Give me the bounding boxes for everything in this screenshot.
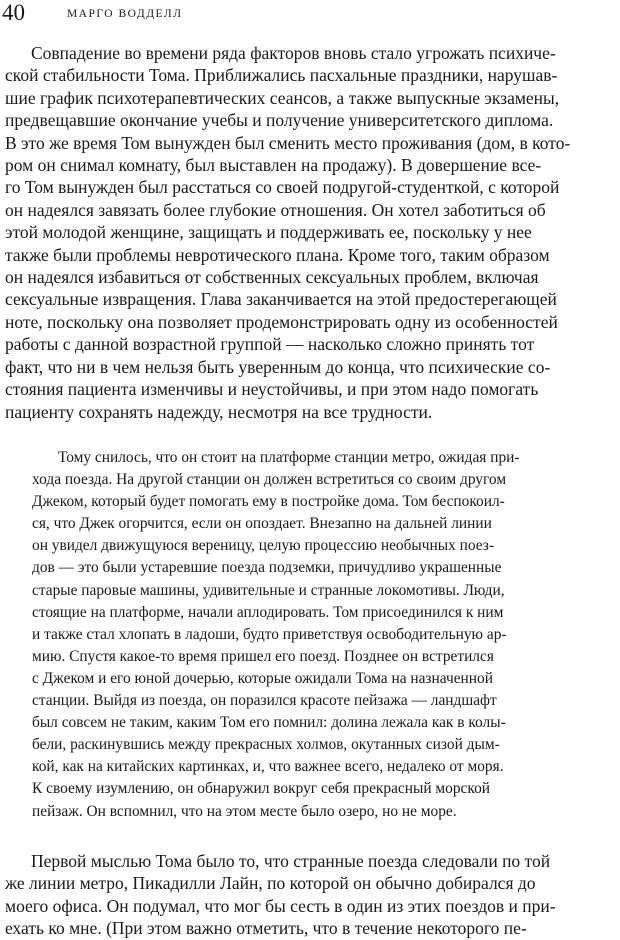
text-line: ноте, поскольку она позволяет продемонстрировать одну из особенностей (5, 311, 558, 332)
text-line: дов — это были устаревшие поезда подземки, причудливо украшенные (32, 559, 502, 577)
text-line: с Джеком и его юной дочерью, которые ожидали Тома на назначенной (32, 669, 493, 687)
text-line: работы с данной возрастной группой — насколько сложно принять тот (5, 334, 535, 355)
text-line: этой молодой женщине, защищать и поддерживать ее, поскольку у нее (5, 222, 532, 243)
text-line: факт, что ни в чем нельзя быть уверенным до конца, что психические со- (5, 356, 551, 377)
text-line: он надеялся завязать более глубокие отношения. Он хотел заботиться об (5, 199, 546, 220)
page-number: 40 (2, 0, 25, 25)
text-line: кой, как на китайских картинках, и, что важнее всего, недалеко от моря. (32, 758, 504, 776)
text-line: и также стал хлопать в ладоши, будто приветствуя освободительную ар- (32, 625, 507, 643)
text-line: он надеялся избавиться от собственных сексуальных проблем, включая (5, 267, 539, 288)
text-line: станции. Выйдя из поезда, он поразился красоте пейзажа — ландшафт (32, 692, 497, 710)
body-paragraph-2 (5, 850, 605, 940)
text-line: сексуальные извращения. Глава заканчивается на этой предостерегающей (5, 289, 557, 310)
text-line: был совсем не таким, каким Том его помнил: долина лежала как в колы- (32, 714, 506, 732)
text-line: старые паровые машины, удивительные и странные локомотивы. Люди, (32, 581, 505, 599)
text-line: стояния пациента изменчивы и неустойчивы, и при этом надо помогать (5, 379, 539, 400)
text-line: го Том вынужден был расстаться со своей подругой-студенткой, с которой (5, 177, 560, 198)
text-line: бели, раскинувшись между прекрасных холмов, окутанных сизой дым- (32, 736, 500, 754)
text-line: пациенту сохранять надежду, несмотря на все трудности. (5, 401, 433, 422)
text-line: шие график психотерапевтических сеансов, а также выпускные экзамены, (5, 87, 560, 108)
body-paragraph-1 (5, 42, 605, 423)
text-line: предвещавшие окончание учебы и получение университетского диплома. (5, 110, 554, 131)
text-line: Совпадение во времени ряда факторов вновь стало угрожать психиче- (31, 43, 556, 63)
text-line: Первой мыслью Тома было то, что странные поезда следовали по той (31, 851, 551, 871)
text-line: Джеком, который будет помогать ему в постройке дома. Том беспокоил- (32, 493, 505, 511)
text-line: ся, что Джек огорчится, если он опоздает. Внезапно на дальней линии (32, 515, 492, 533)
text-line: стоящие на платформе, начали аплодировать. Том присоединился к ним (32, 603, 504, 621)
text-line: ской стабильности Тома. Приближались пасхальные праздники, нарушав- (5, 65, 558, 86)
text-line: мию. Спустя какое-то время пришел его поезд. Позднее он встретился (32, 647, 494, 665)
text-line: ехать ко мне. (При этом важно отметить, что в течение некоторого пе- (5, 918, 527, 939)
text-line: В это же время Том вынужден был сменить место проживания (дом, в кото- (5, 132, 571, 153)
text-line: также были проблемы невротического плана. Кроме того, таким образом (5, 244, 550, 265)
text-line: пейзаж. Он вспомнил, что на этом месте было озеро, но не море. (32, 802, 457, 820)
text-line: К своему изумлению, он обнаружил вокруг себя прекрасный морской (32, 780, 491, 798)
running-head-author: МАРГО ВОДДЕЛЛ (67, 8, 183, 20)
text-line: же линии метро, Пикадилли Лайн, по которой он обычно добирался до (5, 873, 536, 894)
text-line: моего офиса. Он подумал, что мог бы сесть в один из этих поездов и при- (5, 895, 556, 916)
text-line: хода поезда. На другой станции он должен встретиться со своим другом (32, 471, 507, 489)
page-header (2, 0, 602, 28)
dream-quote (32, 447, 587, 823)
text-line: Тому снилось, что он стоит на платформе станции метро, ожидая при- (58, 449, 520, 466)
text-line: ром он снимал комнату, был выставлен на продажу). В довершение все- (5, 155, 542, 176)
text-line: он увидел движущуюся вереницу, целую процессию необычных поез- (32, 537, 494, 555)
